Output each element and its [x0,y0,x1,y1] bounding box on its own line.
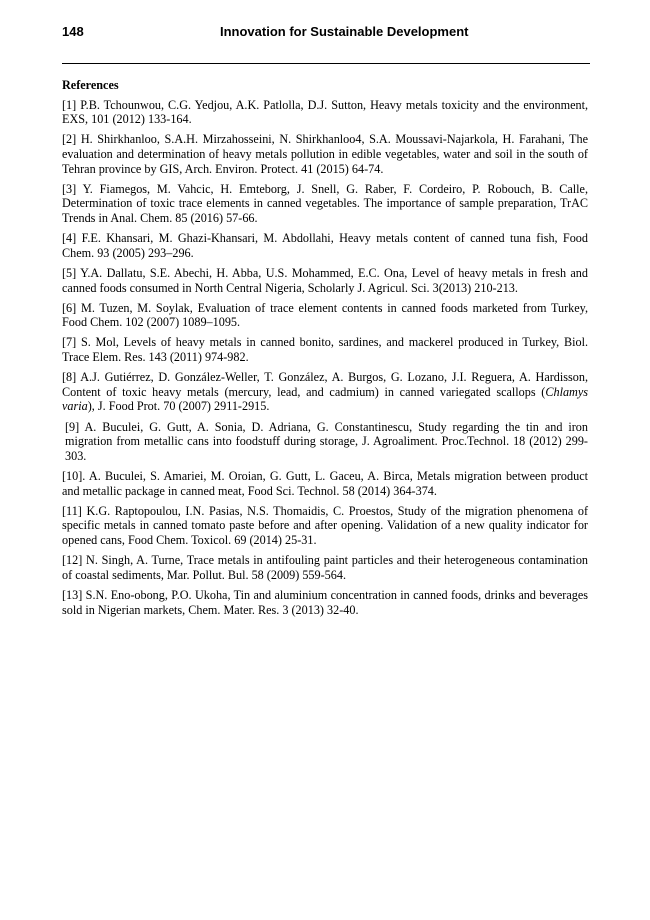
reference-number: [9] [65,419,80,434]
reference-number: [5] [62,265,77,280]
reference-item [62,301,588,330]
reference-number: [11] [62,503,82,518]
reference-item [62,588,588,617]
reference-item [62,98,588,127]
reference-text: Y. Fiamegos, M. Vahcic, H. Emteborg, J. Snell, G. Raber, F. Cordeiro, P. Robouch, B. Calle, Determination of toxic trace elements in canned vegetables. The importance of sample preparation, TrAC Trends in Anal. Chem. 85 (2016) 57-66. [62,181,588,225]
reference-text: Y.A. Dallatu, S.E. Abechi, H. Abba, U.S. Mohammed, E.C. Ona, Level of heavy metals in fresh and canned foods consumed in North Central Nigeria, Scholarly J. Agricul. Sci. 3(2013) 210-213. [62,265,588,295]
reference-number: [6] [62,300,77,315]
reference-text: H. Shirkhanloo, S.A.H. Mirzahosseini, N. Shirkhanloo4, S.A. Moussavi-Najarkola, H. Farahani, The evaluation and determination of heavy metals pollution in edible vegetables, water and soil in the south of Tehran province by GIS, Arch. Environ. Protect. 41 (2015) 64-74. [62,132,588,176]
reference-number: [10]. [62,469,86,483]
reference-number: [8] [62,370,77,385]
reference-text-before: A.J. Gutiérrez, D. González-Weller, T. González, A. Burgos, G. Lozano, J.I. Reguera, A. Hardisson, Content of toxic heavy metals (mercury, lead, and cadmium) in canned variegated scallops ( [62,370,588,399]
reference-number: [7] [62,335,77,350]
reference-item [62,266,588,295]
reference-item [62,469,588,498]
reference-text-after: ), J. Food Prot. 70 (2007) 2911-2915. [87,399,270,414]
reference-text: N. Singh, A. Turne, Trace metals in antifouling paint particles and their heterogeneous contamination of coastal sediments, Mar. Pollut. Bul. 58 (2009) 559-564. [62,553,589,582]
section-heading: References [62,78,119,92]
reference-item [62,231,588,260]
reference-item [62,335,588,364]
reference-text: K.G. Raptopoulou, I.N. Pasias, N.S. Thomaidis, C. Proestos, Study of the migration phenomena of specific metals in canned tomato paste before and after opening. Validation of a new quality indicator for opened cans, Food Chem. Toxicol. 69 (2014) 25-31. [62,503,589,547]
header-rule [62,63,590,64]
species-name: Chlamys varia [62,384,588,414]
reference-text: P.B. Tchounwou, C.G. Yedjou, A.K. Patlolla, D.J. Sutton, Heavy metals toxicity and the environment, EXS, 101 (2012) 133-164. [62,97,588,127]
reference-text: F.E. Khansari, M. Ghazi-Khansari, M. Abdollahi, Heavy metals content of canned tuna fish, Food Chem. 93 (2005) 293–296. [62,231,588,260]
page-header [62,24,590,42]
running-title: Innovation for Sustainable Development [220,24,469,39]
reference-item [62,504,588,548]
reference-item [62,370,588,414]
page-number: 148 [62,24,84,39]
reference-text: S.N. Eno-obong, P.O. Ukoha, Tin and aluminium concentration in canned foods, drinks and beverages sold in Nigerian markets, Chem. Mater. Res. 3 (2013) 32-40. [62,587,588,617]
reference-number: [3] [62,181,77,196]
references-section [62,78,588,623]
reference-text: S. Mol, Levels of heavy metals in canned bonito, sardines, and mackerel produced in Turkey, Biol. Trace Elem. Res. 143 (2011) 974-982. [62,335,589,365]
reference-item [62,420,588,464]
reference-number: [12] [62,553,83,568]
reference-text: A. Buculei, S. Amariei, M. Oroian, G. Gutt, L. Gaceu, A. Birca, Metals migration between product and metallic package in canned meat, Food Sci. Technol. 58 (2014) 364-374. [62,469,589,498]
reference-item [62,553,588,582]
reference-item [62,132,588,176]
reference-text: A. Buculei, G. Gutt, A. Sonia, D. Adriana, G. Constantinescu, Study regarding the tin and iron migration from metallic cans into foodstuff during storage, J. Agroaliment. Proc.Technol. 18 (2012) 299-303. [65,419,588,463]
reference-number: [2] [62,132,77,147]
reference-number: [1] [62,97,77,112]
reference-item [62,182,588,226]
reference-number: [4] [62,231,77,246]
reference-number: [13] [62,587,83,602]
reference-text: M. Tuzen, M. Soylak, Evaluation of trace element contents in canned foods marketed from Turkey, Food Chem. 102 (2007) 1089–1095. [62,300,589,330]
